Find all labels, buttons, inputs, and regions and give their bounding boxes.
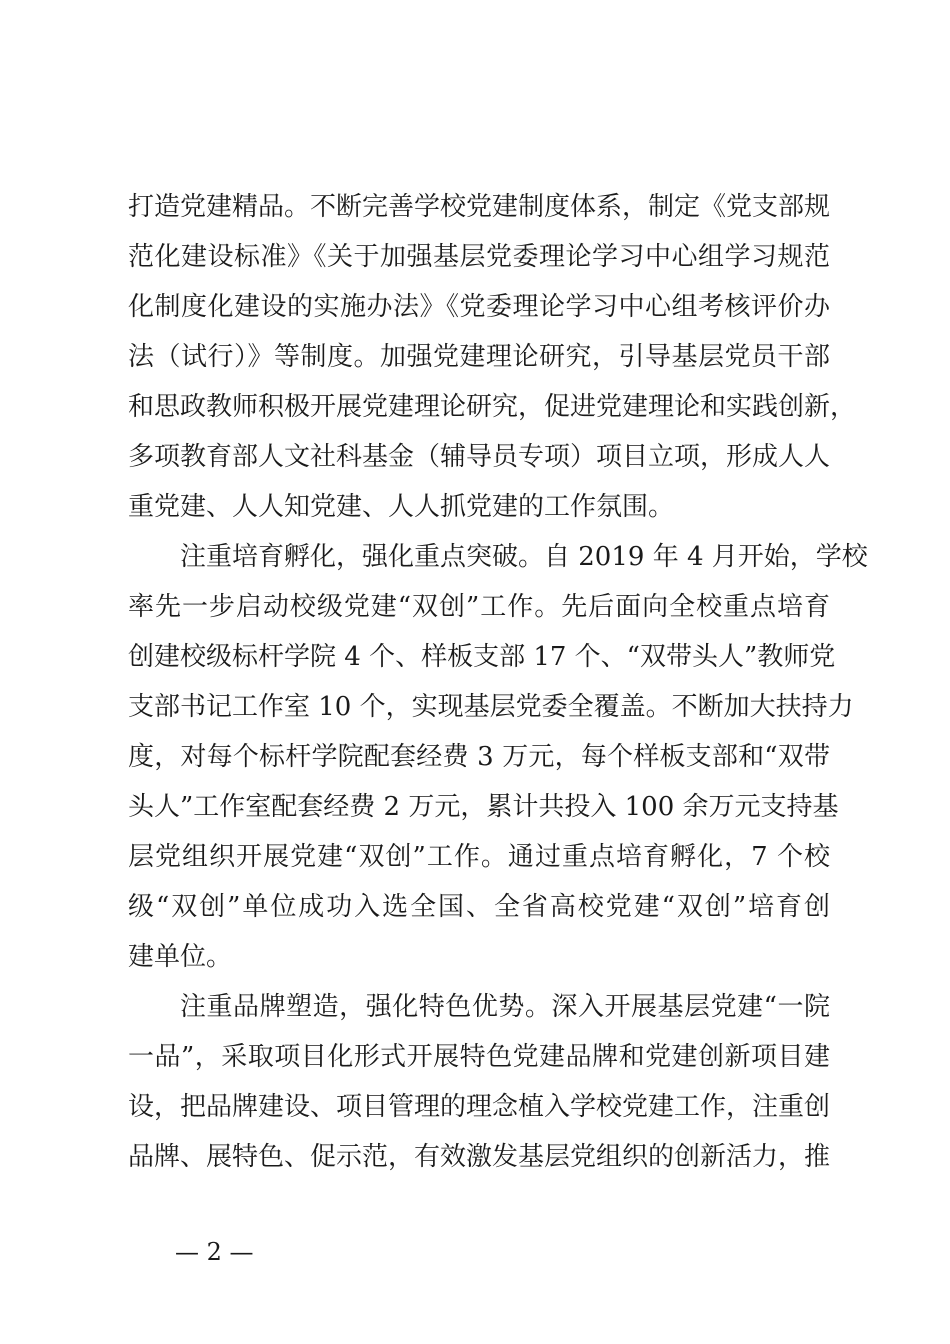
paragraph-2-line-4: 支部书记工作室 10 个，实现基层党委全覆盖。不断加大扶持力 [128,692,854,722]
paragraph-1-line-5: 和思政教师积极开展党建理论研究，促进党建理论和实践创新， [128,392,857,422]
paragraph-1-line-4: 法（试行）》等制度。加强党建理论研究，引导基层党员干部 [128,342,830,372]
paragraph-1-line-1: 打造党建精品。不断完善学校党建制度体系，制定《党支部规 [128,192,831,222]
page-number: — 2 — [175,1238,254,1266]
paragraph-2-line-1: 注重培育孵化，强化重点突破。自 2019 年 4 月开始，学校 [180,542,868,572]
paragraph-3-line-1: 注重品牌塑造，强化特色优势。深入开展基层党建“一院 [180,992,830,1022]
paragraph-1-line-2: 范化建设标准》《关于加强基层党委理论学习中心组学习规范 [128,242,830,272]
paragraph-2-line-6: 头人”工作室配套经费 2 万元，累计共投入 100 余万元支持基 [128,792,839,822]
paragraph-1-line-6: 多项教育部人文社科基金（辅导员专项）项目立项，形成人人 [128,442,831,472]
paragraph-3-line-2: 一品”，采取项目化形式开展特色党建品牌和党建创新项目建 [128,1042,830,1072]
paragraph-2-line-3: 创建校级标杆学院 4 个、样板支部 17 个、“双带头人”教师党 [128,642,836,672]
paragraph-1-line-7: 重党建、人人知党建、人人抓党建的工作氛围。 [128,492,675,522]
paragraph-3-line-3: 设，把品牌建设、项目管理的理念植入学校党建工作，注重创 [128,1092,831,1122]
paragraph-2-line-8: 级“双创”单位成功入选全国、全省高校党建“双创”培育创 [128,892,830,922]
paragraph-2-line-7: 层党组织开展党建“双创”工作。通过重点培育孵化，7 个校 [128,842,830,872]
paragraph-2-line-2: 率先一步启动校级党建“双创”工作。先后面向全校重点培育 [128,592,830,622]
paragraph-3-line-4: 品牌、展特色、促示范，有效激发基层党组织的创新活力，推 [128,1142,831,1172]
paragraph-2-line-5: 度，对每个标杆学院配套经费 3 万元，每个样板支部和“双带 [128,742,830,772]
paragraph-2-line-9: 建单位。 [128,942,233,972]
paragraph-1-line-3: 化制度化建设的实施办法》《党委理论学习中心组考核评价办 [128,292,830,322]
